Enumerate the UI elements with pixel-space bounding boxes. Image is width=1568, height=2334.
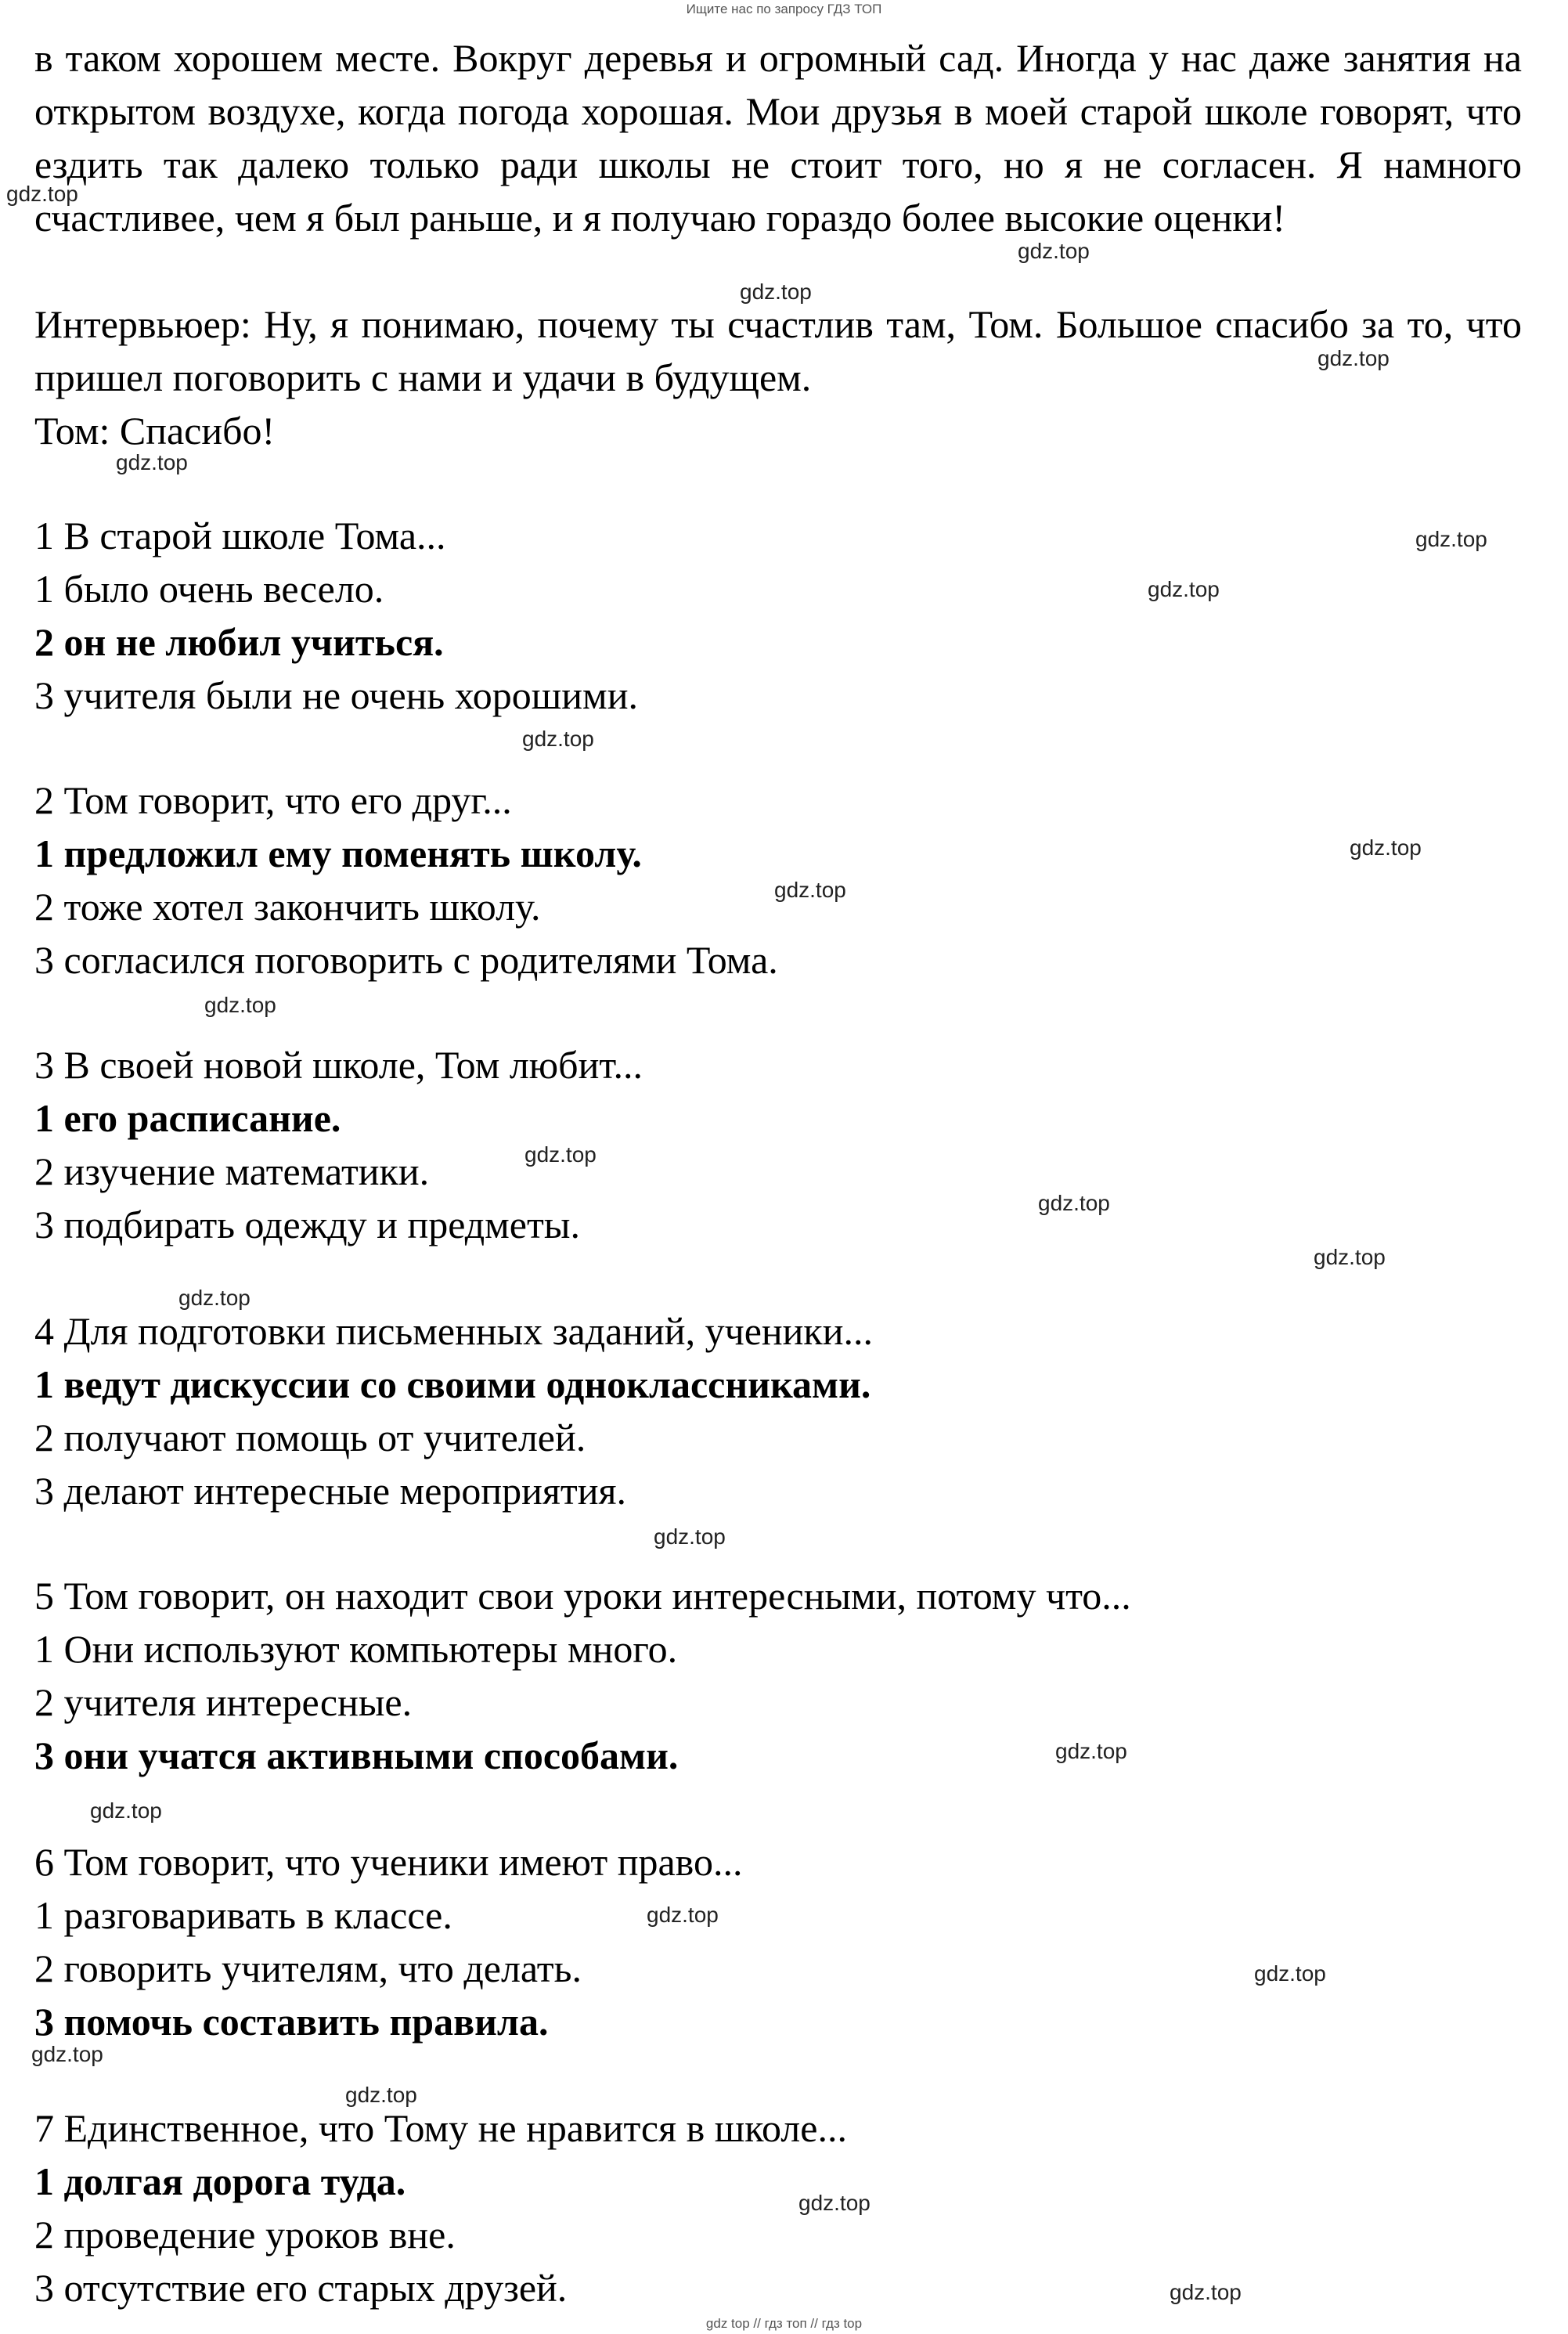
question-prompt: 2 Том говорит, что его друг... — [34, 778, 512, 822]
answer-option: 2 изучение математики. — [34, 1149, 430, 1193]
watermark: gdz.top — [204, 993, 276, 1017]
watermark: gdz.top — [1038, 1191, 1110, 1215]
watermark: gdz.top — [647, 1903, 719, 1927]
answer-option: 2 говорить учителям, что делать. — [34, 1946, 582, 1990]
answer-option-correct: 3 помочь составить правила. — [34, 2000, 549, 2044]
answer-option-correct: 1 предложил ему поменять школу. — [34, 832, 642, 875]
watermark: gdz.top — [774, 878, 846, 902]
watermark: gdz.top — [1170, 2280, 1242, 2304]
watermark: gdz.top — [1314, 1245, 1386, 1269]
answer-option-correct: 3 они учатся активными способами. — [34, 1733, 679, 1777]
answer-option: 2 учителя интересные. — [34, 1680, 413, 1724]
watermark: gdz.top — [345, 2083, 417, 2107]
answer-option: 3 учителя были не очень хорошими. — [34, 673, 638, 717]
watermark: gdz.top — [798, 2191, 871, 2215]
watermark: gdz.top — [178, 1286, 251, 1310]
question-prompt: 3 В своей новой школе, Том любит... — [34, 1043, 643, 1087]
answer-option: 2 проведение уроков вне. — [34, 2213, 456, 2256]
watermark: gdz.top — [1415, 527, 1487, 551]
header-note: Ищите нас по запросу ГДЗ ТОП — [686, 2, 882, 16]
question-prompt: 5 Том говорит, он находит свои уроки интересными, потому что... — [34, 1574, 1131, 1618]
question-prompt: 7 Единственное, что Тому не нравится в школе... — [34, 2106, 847, 2150]
watermark: gdz.top — [1148, 577, 1220, 601]
watermark: gdz.top — [524, 1142, 597, 1167]
watermark: gdz.top — [654, 1524, 726, 1549]
answer-option: 1 Они используют компьютеры много. — [34, 1627, 678, 1671]
watermark: gdz.top — [90, 1798, 162, 1823]
answer-option: 1 разговаривать в классе. — [34, 1893, 452, 1937]
answer-option-correct: 1 ведут дискуссии со своими одноклассниками. — [34, 1362, 871, 1406]
footer-note: gdz top // гдз топ // гдз top — [705, 2316, 863, 2331]
watermark: gdz.top — [1254, 1961, 1326, 1986]
question-prompt: 1 В старой школе Тома... — [34, 514, 446, 557]
watermark: gdz.top — [1350, 835, 1422, 860]
watermark: gdz.top — [522, 727, 594, 751]
answer-option: 3 делают интересные мероприятия. — [34, 1469, 627, 1513]
answer-option-correct: 2 он не любил учиться. — [34, 620, 444, 664]
watermark: gdz.top — [116, 450, 188, 474]
watermark: gdz.top — [1018, 239, 1090, 263]
watermark: gdz.top — [1055, 1739, 1127, 1763]
question-prompt: 4 Для подготовки письменных заданий, ученики... — [34, 1309, 873, 1353]
watermark: gdz.top — [31, 2042, 103, 2066]
answer-option-correct: 1 его расписание. — [34, 1096, 341, 1140]
answer-option: 3 подбирать одежду и предметы. — [34, 1203, 580, 1246]
answer-option: 2 тоже хотел закончить школу. — [34, 885, 541, 929]
watermark: gdz.top — [1317, 346, 1390, 370]
reading-paragraph-3: Том: Спасибо! — [34, 409, 276, 453]
answer-option-correct: 1 долгая дорога туда. — [34, 2159, 406, 2203]
watermark: gdz.top — [740, 280, 812, 304]
answer-option: 2 получают помощь от учителей. — [34, 1416, 586, 1459]
watermark: gdz.top — [6, 182, 78, 206]
reading-paragraph-2: Интервьюер: Ну, я понимаю, почему ты счастлив там, Том. Большое спасибо за то, что пришел поговорить с нами и удачи в будущем. — [34, 302, 1522, 399]
answer-option: 3 отсутствие его старых друзей. — [34, 2266, 568, 2310]
reading-paragraph-1: в таком хорошем месте. Вокруг деревья и огромный сад. Иногда у нас даже занятия на открытом воздухе, когда погода хорошая. Мои друзья в моей старой школе говорят, что ездить так далеко только ради школы не стоит того, но я не согласен. Я намного счастливее, чем я был раньше, и я получаю гораздо более высокие оценки! — [34, 36, 1522, 240]
question-prompt: 6 Том говорит, что ученики имеют право... — [34, 1840, 743, 1884]
answer-option: 3 согласился поговорить с родителями Тома. — [34, 938, 778, 982]
answer-option: 1 было очень весело. — [34, 567, 384, 611]
